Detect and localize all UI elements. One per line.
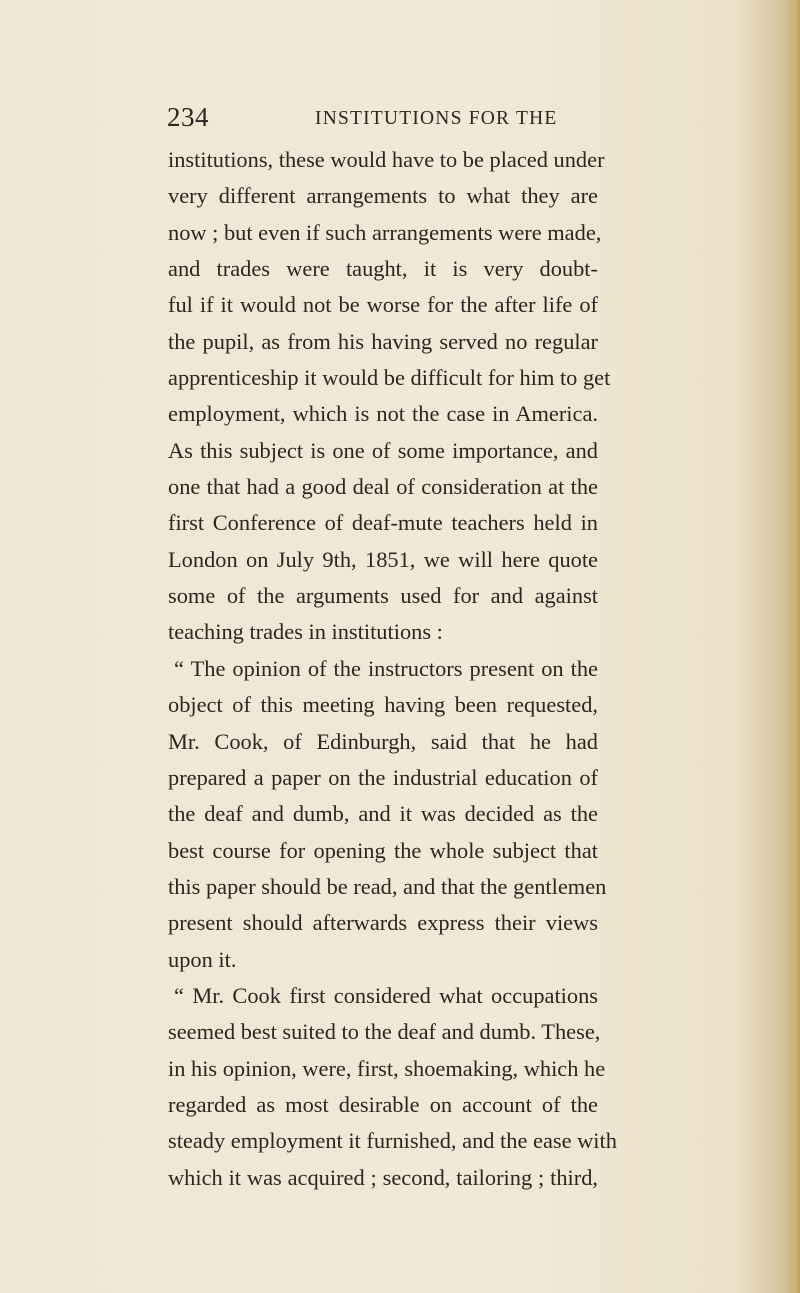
page-header bbox=[167, 102, 607, 142]
text-line: apprenticeship it would be difficult for him to get bbox=[168, 365, 611, 391]
text-line: regarded as most desirable on account of the bbox=[168, 1091, 598, 1117]
text-line: Mr. Cook, of Edinburgh, said that he had bbox=[168, 728, 598, 754]
text-line: very different arrangements to what they are bbox=[168, 183, 598, 209]
text-line: institutions, these would have to be placed under bbox=[168, 147, 605, 172]
text-line: best course for opening the whole subject that bbox=[168, 837, 598, 863]
text-line: and trades were taught, it is very doubt- bbox=[168, 256, 598, 282]
running-head: INSTITUTIONS FOR THE bbox=[315, 108, 558, 129]
text-line: teaching trades in institutions : bbox=[168, 619, 443, 645]
text-line: employment, which is not the case in America. bbox=[168, 401, 598, 427]
text-line: in his opinion, were, first, shoemaking, which he bbox=[168, 1055, 606, 1081]
text-line: now ; but even if such arrangements were made, bbox=[168, 219, 602, 245]
text-line: “ Mr. Cook first considered what occupations bbox=[174, 982, 598, 1008]
text-line: the pupil, as from his having served no regular bbox=[168, 328, 598, 354]
text-line: this paper should be read, and that the gentlemen bbox=[168, 873, 607, 899]
text-line: some of the arguments used for and against bbox=[168, 583, 598, 609]
body-text bbox=[168, 142, 617, 1196]
text-line: one that had a good deal of consideration at the bbox=[168, 474, 598, 500]
text-line: ful if it would not be worse for the after life of bbox=[168, 292, 598, 318]
text-line: As this subject is one of some importance, and bbox=[168, 437, 598, 463]
text-line: present should afterwards express their views bbox=[168, 910, 598, 936]
text-line: object of this meeting having been requested, bbox=[168, 692, 598, 718]
text-line: upon it. bbox=[168, 946, 237, 972]
text-line: “ The opinion of the instructors present on the bbox=[174, 655, 598, 681]
text-line: seemed best suited to the deaf and dumb. These, bbox=[168, 1019, 601, 1045]
page-edge bbox=[786, 0, 800, 1293]
text-line: the deaf and dumb, and it was decided as the bbox=[168, 801, 598, 827]
text-line: which it was acquired ; second, tailoring ; third, bbox=[168, 1164, 598, 1190]
text-line: steady employment it furnished, and the ease with bbox=[168, 1128, 617, 1154]
text-line: prepared a paper on the industrial education of bbox=[168, 764, 598, 790]
text-line: first Conference of deaf-mute teachers held in bbox=[168, 510, 598, 536]
text-line: London on July 9th, 1851, we will here quote bbox=[168, 546, 598, 572]
page-number: 234 bbox=[167, 102, 209, 132]
